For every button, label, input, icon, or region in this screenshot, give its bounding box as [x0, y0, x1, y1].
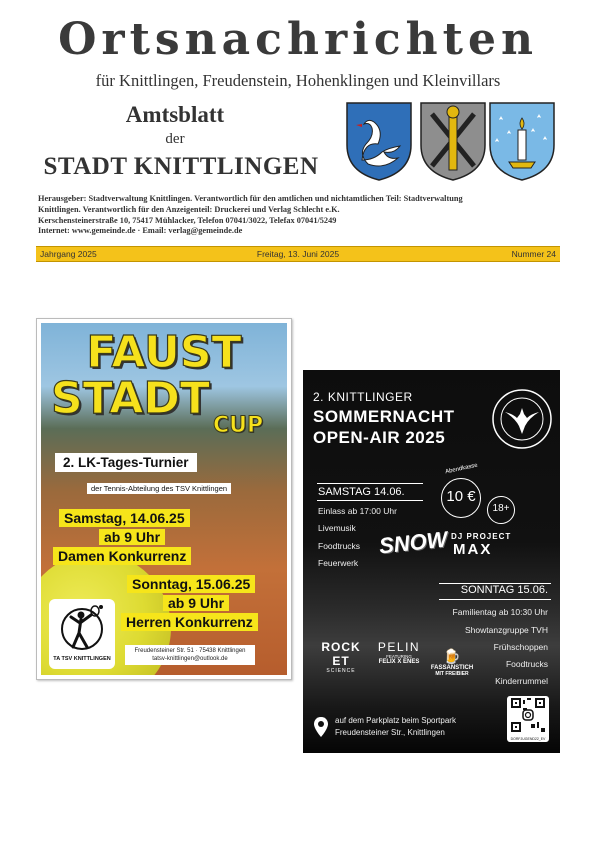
flyer1-address-line: Freudensteiner Str. 51 · 75438 Knittlingen: [134, 648, 246, 654]
flyer2-sun-item: Familientag ab 10:30 Uhr: [452, 607, 548, 617]
flyer1-day2-time: ab 9 Uhr: [163, 595, 229, 611]
issue-number: Nummer 24: [511, 249, 556, 259]
flyer2-title-line1: SOMMERNACHT: [313, 407, 455, 426]
flyer1-day1-date: Samstag, 14.06.25: [59, 509, 190, 527]
flyer2-sat-item: Livemusik: [318, 523, 356, 533]
location-pin-icon: [313, 716, 329, 738]
flyer2-sat-item: Einlass ab 17:00 Uhr: [318, 506, 397, 516]
rocket-science-logo: [319, 640, 363, 674]
qr-label: DORFJUGEND22_EV: [510, 737, 546, 741]
flyer2-saturday-heading: SAMSTAG 14.06.: [318, 486, 405, 498]
flyer2-edition: 2. KNITTLINGER: [313, 390, 413, 404]
tsv-logo-text: TA TSV KNITTLINGEN: [53, 656, 111, 662]
imprint: [38, 194, 562, 237]
swan-crest-icon: [344, 100, 414, 182]
flyer2-price-label: Abendkasse: [444, 462, 479, 476]
qr-code-icon: [511, 698, 545, 732]
imprint-line: Internet: www.gemeinde.de · Email: verlag@gemeinde.de: [38, 226, 243, 236]
candle-crest-icon: [487, 100, 557, 182]
flyer1-email: tatsv-knittlingen@outlook.de: [152, 656, 228, 662]
imprint-line: Knittlingen. Verantwortlich für den Anzeigenteil: Druckerei und Verlag Schlecht e.K.: [38, 204, 340, 214]
amtsblatt-label: Amtsblatt: [125, 102, 225, 127]
pelin-artists: FELIX X ENES: [378, 659, 420, 665]
flyer2-sat-item: Foodtrucks: [318, 541, 361, 551]
flyer2-age-limit: 18+: [487, 496, 515, 524]
rocket-science-sub: SCIENCE: [326, 668, 356, 674]
flyer1-day1-event: Damen Konkurrenz: [53, 547, 191, 565]
pelin-title: PELIN: [377, 640, 421, 654]
masthead-subtitle: für Knittlingen, Freudenstein, Hohenklingen und Kleinvillars: [95, 71, 501, 90]
flyer1-title-cup: CUP: [213, 413, 264, 438]
snow-band-logo: SNOW: [377, 526, 449, 559]
tennis-player-icon: [57, 603, 107, 651]
der-label: der: [165, 131, 185, 147]
flyer2-dj-label: DJ PROJECT: [451, 532, 512, 541]
flyer1-title-stadt: STADT: [51, 373, 210, 424]
rocket-science-title: ROCK ET: [321, 640, 361, 668]
imprint-line: Kerschensteinerstraße 10, 75417 Mühlacker, Telefon 07041/3022, Telefax 07041/5249: [38, 215, 337, 225]
faust-stadt-cup-flyer: [36, 318, 292, 680]
flyer2-sat-item: Feuerwerk: [318, 558, 359, 568]
flyer2-dj-name: MAX: [453, 541, 493, 558]
flyer2-title-line2: OPEN-AIR 2025: [313, 428, 446, 447]
pelin-featuring: FEATURING: [386, 654, 412, 659]
issue-bar: [36, 246, 560, 262]
flyer1-day1-time: ab 9 Uhr: [99, 529, 165, 545]
flyer1-day2-event: Herren Konkurrenz: [121, 613, 258, 631]
flyer2-location-line1: auf dem Parkplatz beim Sportpark: [335, 716, 456, 725]
issue-date: Freitag, 13. Juni 2025: [256, 249, 340, 259]
flyer2-price: 10 €: [441, 478, 481, 518]
instagram-qr-code[interactable]: [507, 696, 549, 742]
flyer2-sun-item: Showtanzgruppe TVH: [464, 625, 548, 635]
eagle-emblem-icon: [491, 388, 553, 450]
flyer1-address: [125, 645, 255, 665]
tsv-logo: [49, 599, 115, 669]
flyer1-headline: 2. LK-Tages-Turnier: [55, 453, 197, 472]
pelin-logo: [373, 640, 425, 665]
sommernacht-open-air-flyer: [303, 370, 560, 753]
imprint-line: Herausgeber: Stadtverwaltung Knittlingen. Verantwortlich für den amtlichen und nichtamtlichen Teil: Stadtverwaltung: [38, 194, 463, 203]
masthead-title: Ortsnachrichten: [58, 14, 538, 65]
flyer1-title-faust: FAUST: [86, 327, 242, 378]
fassanstich-logo: [429, 648, 475, 677]
stadt-title: STADT KNITTLINGEN: [43, 153, 319, 180]
flyer2-sun-item: Frühschoppen: [493, 642, 548, 652]
fassanstich-title: FASSANSTICH: [430, 665, 474, 671]
flyer1-day2-date: Sonntag, 15.06.25: [127, 575, 255, 593]
flyer2-sunday-heading: SONNTAG 15.06.: [460, 584, 548, 596]
flyer2-sun-item: Foodtrucks: [505, 659, 548, 669]
issue-year: Jahrgang 2025: [40, 249, 97, 259]
flyer2-location-line2: Freudensteiner Str., Knittlingen: [335, 728, 445, 737]
fassanstich-sub: MIT FREIBIER: [435, 671, 469, 677]
beer-mug-icon: 🍺: [443, 648, 461, 664]
flyer1-byline: der Tennis-Abteilung des TSV Knittlingen: [87, 483, 231, 494]
keys-crest-icon: [418, 100, 488, 182]
flyer2-sun-item: Kinderrummel: [495, 676, 548, 686]
